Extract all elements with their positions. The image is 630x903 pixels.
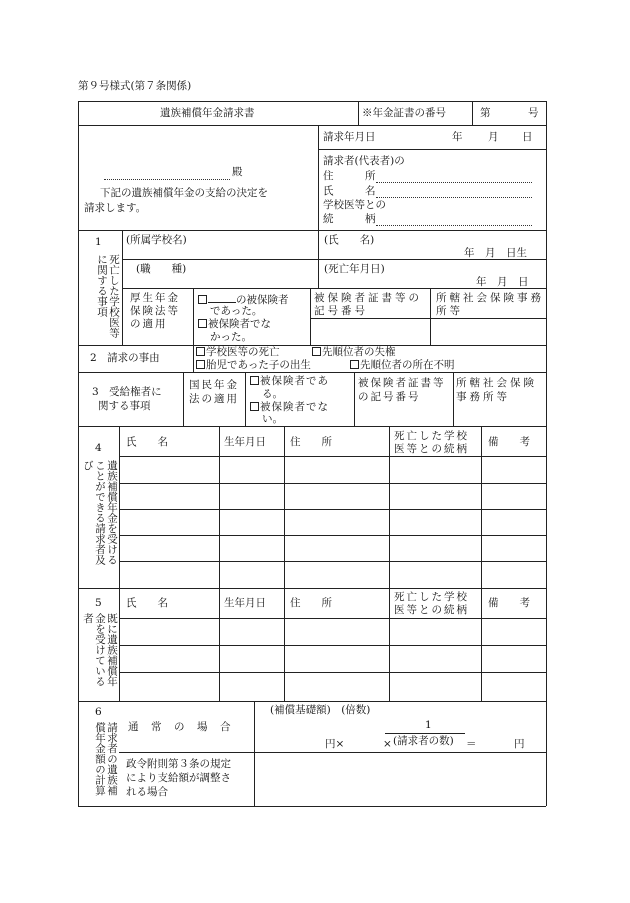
- sec5-number: 5: [95, 597, 102, 609]
- sec4-col-address: 住 所: [290, 436, 332, 448]
- request-date-label: 請求年月日: [323, 131, 376, 143]
- sec3-label-1: 3 受給権者に: [92, 386, 162, 398]
- address-label: 住 所: [323, 170, 376, 182]
- sec3-label-2: 関する事項: [98, 400, 151, 412]
- date-year: 年: [452, 131, 463, 143]
- sec4-number: 4: [95, 442, 102, 454]
- sec3-option-insured-2: る。: [262, 388, 283, 400]
- times: ×: [383, 738, 392, 750]
- option-not-insured-2: かった。: [210, 331, 252, 343]
- sec3-insured-cert: 被保険者証書等の記号番号: [358, 377, 446, 403]
- sec3-option-not-insured-2: い。: [262, 413, 283, 425]
- statement-2: 請求します。: [84, 202, 147, 214]
- statement-1: 下記の遺族補償年金の支給の決定を: [100, 187, 268, 199]
- sec5-col-address: 住 所: [290, 597, 332, 609]
- national-pension-label: 国民年金法の適用: [189, 379, 239, 405]
- sec3-option-not-insured[interactable]: 被保険者でな: [250, 401, 329, 414]
- deceased-name-label: (氏 名): [324, 234, 375, 246]
- cert-number-field[interactable]: [492, 104, 524, 122]
- sec3-social-office: 所轄社会保険事務所等: [456, 377, 537, 403]
- insured-cert-label: 被保険者証書等の記号番号: [314, 292, 422, 317]
- name-label: 氏 名: [323, 185, 376, 197]
- school-label: (所属学校名): [126, 234, 187, 246]
- reason-missing[interactable]: 先順位者の所在不明: [350, 359, 455, 372]
- sec5-col-relation: 死亡した学校医等との続柄: [394, 591, 469, 616]
- checkbox[interactable]: [198, 295, 207, 304]
- sec4-col-birth: 生年月日: [224, 436, 266, 448]
- form-number: 第９号様式(第７条関係): [78, 80, 192, 92]
- name-field[interactable]: [376, 197, 532, 198]
- adjusted-1: 政令附則第３条の規定: [126, 758, 231, 770]
- reason-death[interactable]: 学校医等の死亡: [196, 346, 280, 359]
- equals: ＝: [466, 738, 477, 750]
- address-field[interactable]: [376, 182, 532, 183]
- cert-dai: 第: [480, 107, 491, 119]
- sec5-col-notes: 備 考: [488, 597, 530, 609]
- death-date: 年 月 日: [476, 276, 529, 288]
- social-office-label: 所轄社会保険事務所等: [436, 292, 544, 317]
- checkbox[interactable]: [198, 319, 207, 328]
- pension-law-label: 厚生年金保険法等の適用: [130, 292, 180, 330]
- option-insured[interactable]: の被保険者: [198, 292, 289, 307]
- base-label: (補償基礎額) (倍数): [270, 704, 371, 716]
- yen-x: 円×: [325, 738, 345, 750]
- sec6-number: 6: [95, 706, 102, 718]
- date-day: 日: [522, 131, 533, 143]
- adjusted-2: により支給額が調整さ: [126, 772, 231, 784]
- sec1-number: 1: [95, 236, 102, 248]
- sec4-col-notes: 備 考: [488, 436, 530, 448]
- sec6-title: 請求者の遺族補償年金額の計算: [94, 722, 118, 796]
- reason-forfeit[interactable]: 先順位者の失権: [312, 346, 396, 359]
- relation-label-1: 学校医等との: [323, 199, 386, 211]
- sec2-label: 2 請求の事由: [90, 352, 160, 364]
- sec4-col-name: 氏 名: [126, 436, 168, 448]
- sec5-title: 既に遺族補償年金を受けている者: [82, 613, 118, 687]
- claimant-label: 請求者(代表者)の: [323, 155, 405, 167]
- relation-field[interactable]: [376, 225, 532, 226]
- relation-label-2: 続 柄: [323, 213, 376, 225]
- sec4-col-relation: 死亡した学校医等との続柄: [394, 430, 469, 455]
- normal-case-label: 通 常 の 場 合: [128, 721, 232, 733]
- addressee: 殿: [232, 166, 243, 178]
- sec3-option-insured[interactable]: 被保険者であ: [250, 375, 329, 388]
- fraction-numerator: 1: [425, 719, 432, 731]
- death-date-label: (死亡年月日): [324, 263, 385, 275]
- date-month: 月: [488, 131, 499, 143]
- job-label: (職 種): [136, 263, 187, 275]
- sec1-title: 死亡した学校医等に関する事項: [96, 254, 120, 338]
- sec5-col-birth: 生年月日: [224, 597, 266, 609]
- cert-go: 号: [528, 107, 539, 119]
- form-title: 遺族補償年金請求書: [160, 107, 255, 119]
- addressee-line[interactable]: [104, 179, 230, 180]
- adjusted-3: れる場合: [126, 786, 168, 798]
- sec5-col-name: 氏 名: [126, 597, 168, 609]
- option-insured-2: であった。: [210, 305, 263, 317]
- option-not-insured[interactable]: 被保険者でな: [198, 318, 271, 331]
- yen: 円: [514, 738, 525, 750]
- fraction-denominator: (請求者の数): [393, 735, 454, 747]
- birth-date: 年 月 日生: [464, 247, 527, 259]
- sec4-title: 遺族補償年金を受けることができる請求者及び: [82, 460, 118, 565]
- cert-label: ※年金証書の番号: [362, 107, 446, 119]
- reason-birth[interactable]: 胎児であった子の出生: [196, 359, 311, 372]
